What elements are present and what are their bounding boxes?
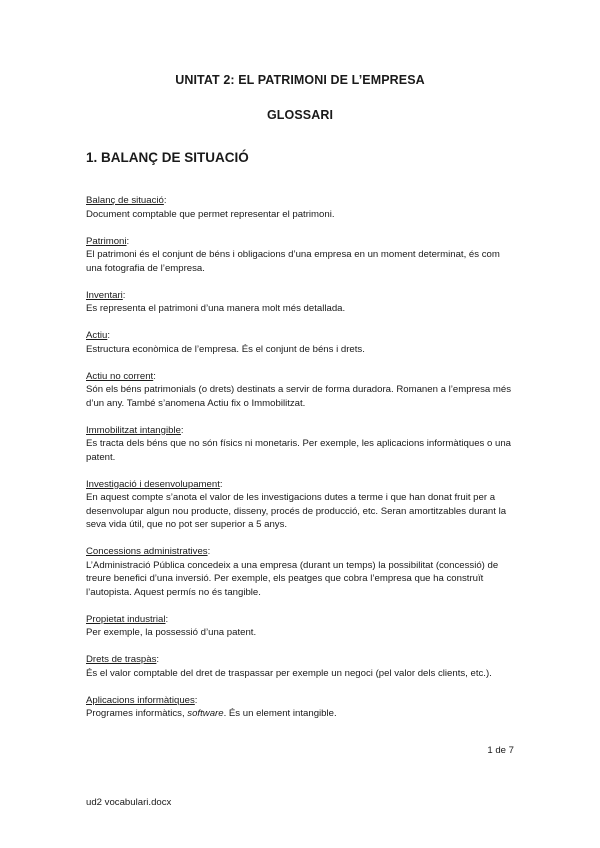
glossary-term: Inventari [86, 289, 123, 301]
glossary-term: Actiu [86, 330, 108, 341]
page-number: 1 de 7 [487, 745, 514, 756]
glossary-entry: Concessions administratives: L’Administració Pública concedeix a una empresa (durant un temps) la possibilitat (concessió) de treure benefici d’una inversió. Per exemple, els peatges que cobra l’empresa que ha construït l’autopista. Aquest permís no és tangible. [86, 545, 516, 599]
definition-text: . És un element intangible. [223, 708, 337, 719]
glossary-entry: Investigació i desenvolupament: En aquest compte s’anota el valor de les investigacions dutes a terme i que han donat fruit per a desenvolupar algun nou producte, disseny, procés de producció, etc. Seran amortitzables durant la seva vida útil, que no pot ser superior a 5 anys. [86, 478, 516, 532]
glossary-entry: Actiu: Estructura econòmica de l’empresa. És el conjunt de béns i drets. [86, 329, 516, 356]
glossary-term: Immobilitzat intangible [86, 424, 181, 436]
glossary-term: Concessions administratives [86, 546, 208, 557]
glossary-definition: Document comptable que permet representar el patrimoni. [86, 208, 335, 220]
definition-text: Programes informàtics, [86, 708, 188, 719]
glossary-term: Investigació i desenvolupament [86, 478, 220, 490]
glossary-entry: Inventari: Es representa el patrimoni d’una manera molt més detallada. [86, 289, 516, 316]
doc-title: UNITAT 2: EL PATRIMONI DE L’EMPRESA [175, 73, 425, 87]
doc-subtitle: GLOSSARI [266, 108, 334, 122]
glossary-term: Drets de traspàs [86, 654, 157, 665]
file-name: ud2 vocabulari.docx [86, 797, 172, 808]
glossary-definition: El patrimoni és el conjunt de béns i obligacions d’una empresa en un moment determinat, és com una fotografia de l’empresa. [86, 249, 500, 274]
glossary-definition: En aquest compte s’anota el valor de les investigacions dutes a terme i que han donat fruit per a desenvolupar algun nou producte, disseny, procés de producció, etc. Seran amortitzables durant la seva vida útil, que no pot ser superior a 5 anys. [86, 492, 507, 530]
glossary-definition [86, 707, 516, 721]
glossary-term: Balanç de situació [86, 195, 164, 206]
glossary-entry: Patrimoni: El patrimoni és el conjunt de béns i obligacions d’una empresa en un moment determinat, és com una fotografia de l’empresa. [86, 235, 516, 276]
glossary-entry: Propietat industrial: Per exemple, la possessió d’una patent. [86, 613, 516, 640]
glossary-definition: Estructura econòmica de l’empresa. És el conjunt de béns i drets. [86, 343, 365, 355]
glossary-term: Patrimoni [86, 235, 127, 247]
glossary-definition: L’Administració Pública concedeix a una empresa (durant un temps) la possibilitat (concessió) de treure benefici d’una inversió. Per exemple, els peatges que cobra l’empresa que ha construït l’autopista. Aquest permís no és tangible. [86, 559, 499, 598]
glossary-entry: Actiu no corrent: Són els béns patrimonials (o drets) destinats a servir de forma duradora. Romanen a l’empresa més d’un any. També s’anomena Actiu fix o Immobilitzat. [86, 370, 516, 411]
glossary-definition: Són els béns patrimonials (o drets) destinats a servir de forma duradora. Romanen a l’empresa més d’un any. També s’anomena Actiu fix o Immobilitzat. [86, 384, 511, 409]
glossary-definition: Es tracta dels béns que no són físics ni monetaris. Per exemple, les aplicacions informàtiques o una patent. [86, 438, 512, 463]
glossary-entry: Aplicacions informàtiques: Programes informàtics, software. És un element intangible. [86, 694, 516, 721]
glossary-definition: És el valor comptable del dret de traspassar per exemple un negoci (pel valor dels clients, etc.). [86, 667, 492, 679]
glossary-definition: Es representa el patrimoni d’una manera molt més detallada. [86, 303, 346, 314]
glossary-entry: Immobilitzat intangible: Es tracta dels béns que no són físics ni monetaris. Per exemple, les aplicacions informàtiques o una patent. [86, 424, 516, 465]
definition-italic-term: software [187, 708, 224, 719]
section-heading: 1. BALANÇ DE SITUACIÓ [86, 150, 249, 165]
glossary-list [86, 194, 516, 721]
glossary-term: Actiu no corrent [86, 370, 154, 382]
glossary-entry: Balanç de situació: Document comptable que permet representar el patrimoni. [86, 194, 516, 221]
glossary-term: Propietat industrial [86, 613, 166, 625]
glossary-definition: Per exemple, la possessió d’una patent. [86, 627, 257, 638]
glossary-term: Aplicacions informàtiques [86, 694, 195, 706]
glossary-entry: Drets de traspàs: És el valor comptable del dret de traspassar per exemple un negoci (pel valor dels clients, etc.). [86, 653, 516, 680]
